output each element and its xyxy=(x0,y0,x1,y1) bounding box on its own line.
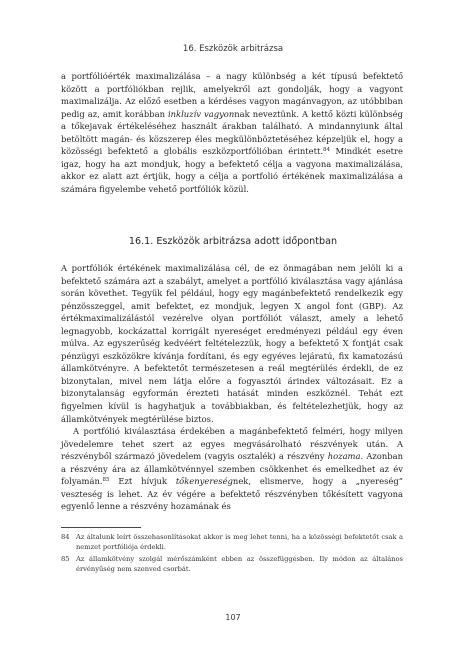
intro-text-2: nak neveztünk. A kettő közti különbség a tőkejavak értékeléséhez használt árakban található. A mindannyiunk által betöltött magán- és közszerep éles megkülönböztetéséhez képzeljük el, hogy a közösségi befektető a globális eszközportfólióban érintett. xyxy=(61,108,403,157)
intro-text-3: Mindkét esetre igaz, hogy ha azt mondjuk, hogy a befektető célja a vagyona maximalizálása, akkor ez alatt azt értjük, hogy a célja a portfolió értékének maximalizálása a számára figyelembe vehető portfóliók közül. xyxy=(61,146,403,194)
intro-emphasis: inkluzív vagyon xyxy=(167,108,235,119)
para2-emphasis-2: tőkenyereség xyxy=(175,476,233,487)
section-body xyxy=(61,262,403,513)
section-paragraph-2 xyxy=(61,425,403,513)
intro-paragraph xyxy=(61,70,403,195)
footnote-number: 84 xyxy=(61,533,70,541)
footnotes xyxy=(61,532,403,576)
para2-text-3: Ezt hívjuk xyxy=(109,476,176,487)
footnote-84 xyxy=(61,532,403,552)
para2-text-4: nek, elismerve, hogy a „nyereség” veszteség is lehet. Az év végére a befektető részvényben tőkésített vagyona egyenlő lenne a részvény hozamának és xyxy=(61,476,403,512)
footnote-85 xyxy=(61,554,403,574)
para2-text-1: A portfólió kiválasztása érdekében a magánbefektető felméri, hogy milyen jövedelemre tehet szert az egyes megvásárolható részvények után. A részvényből származó jövedelem (vagyis osztalék) a részvény xyxy=(61,426,403,462)
footnote-text: Az államkötvény szolgál mérőszámként ebben az összefüggésben. Ily módon az általános érvényűség nem szenved csorbát. xyxy=(76,555,403,574)
footnote-ref-84: 84 xyxy=(323,147,331,154)
running-head: 16. Eszközök arbitrázsa xyxy=(182,44,284,54)
footnote-text: Az általunk leírt összehasonlításokat akkor is meg lehet tenni, ha a közösségi befektetőt csak a nemzet portfóliója érdekli. xyxy=(76,533,403,552)
para2-text-2: . Azonban a részvény ára az államkötvénnyel szemben csökkenhet és emelkedhet az év folyamán. xyxy=(61,451,403,487)
footnote-divider xyxy=(61,527,141,528)
section-paragraph-1: A portfóliók értékének maximalizálása cél, de ez önmagában nem jelöli ki a befektető számára azt a szabályt, amelyet a portfólió kiválasztása vagy ajánlása során követhet. Tegyük fel például, hogy egy magánbefektető rendelkezik egy pénzösszeggel, amit befektet, ez mondjuk, legyen X angol font (GBP). Az értékmaximalizálástól vezérelve olyan portfóliót választ, amely a lehető legnagyobb, kockázattal korrigált nyereséget eredményezi például egy éven múlva. Az egyszerűség kedvéért feltételezzük, hogy a befektető X fontját csak pénzügyi eszközökre kívánja fordítani, és egy egyéves lejáratú, fix kamatozású államkötvényre. A befektetőt természetesen a reál megtérülés érdekli, de ez bizonytalan, mivel nem látja előre a fogyasztói árindex változásait. Ez a bizonytalanság egyformán érezteti hatását minden eszköznél. Tehát ezt figyelmen kívül is hagyhatjuk a továbbiakban, és feltételezhetjük, hogy az államkötvények megtérülése biztos. xyxy=(61,263,403,424)
para2-emphasis-1: hozama xyxy=(327,451,361,462)
intro-paragraph-block xyxy=(61,70,403,195)
footnote-number: 85 xyxy=(61,555,70,564)
intro-text-1: a portfólióérték maximalizálása – a nagy különbség a két típusú befektető között a portfóliókban rejlik, amelyekről azt gondolják, hogy a vagyont maximalizálja. Az előző esetben a kérdéses vagyon magánvagyon, az utóbbiban pedig az, amit korábban xyxy=(61,71,403,119)
page-number: 107 xyxy=(225,613,241,622)
footnote-ref-85: 85 xyxy=(102,477,110,484)
section-heading: 16.1. Eszközök arbitrázsa adott időpontban xyxy=(128,236,338,247)
